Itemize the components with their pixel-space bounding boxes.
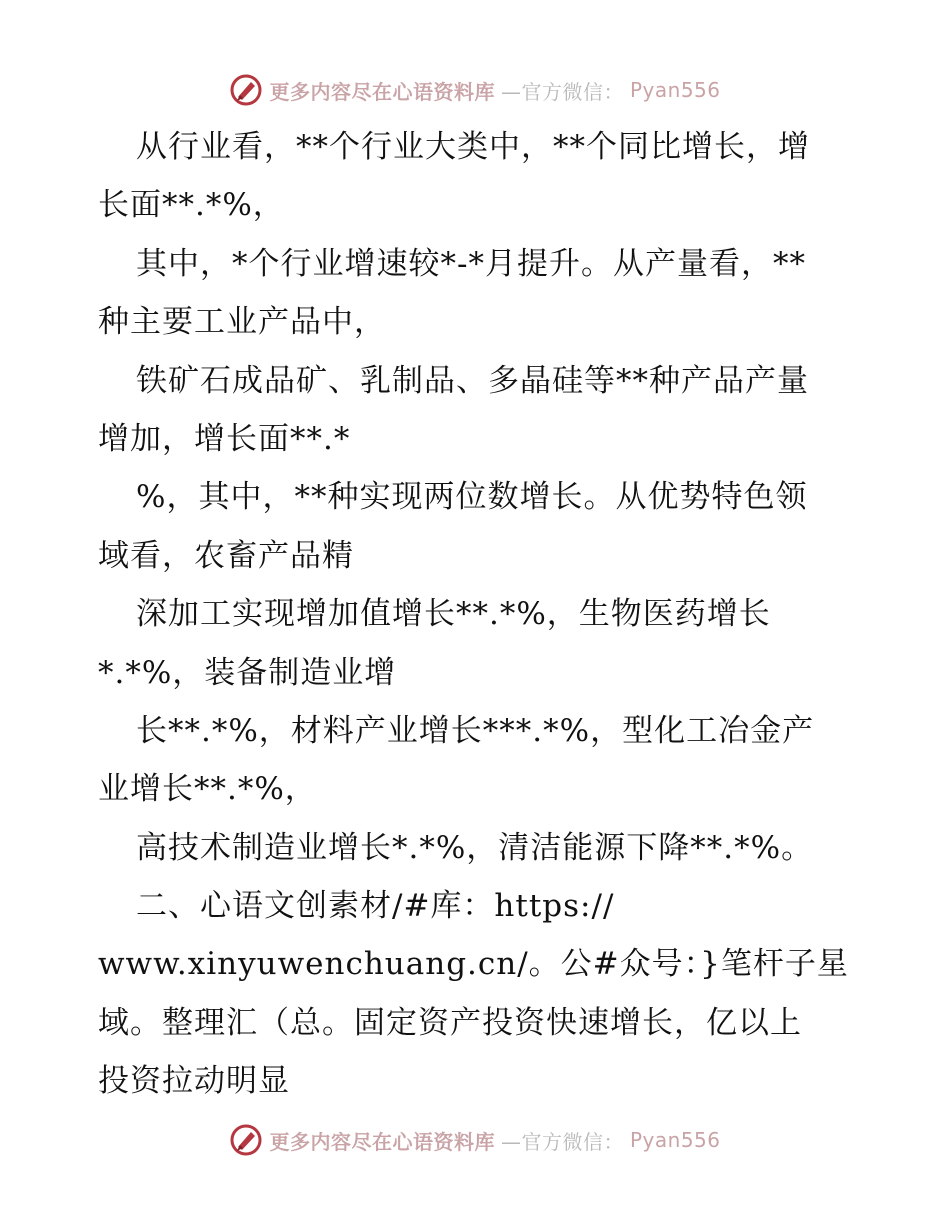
- footer-banner: [0, 1120, 950, 1160]
- paragraph-line: 增加，增长面**.*: [98, 420, 351, 457]
- paragraph-line: 高技术制造业增长*.*%，清洁能源下降**.*%。: [136, 829, 814, 866]
- footer-wechat-id: Pyan556: [629, 1128, 721, 1152]
- document-body: [98, 118, 888, 1111]
- logo-icon: [229, 73, 263, 107]
- paragraph-line: www.xinyuwenchuang.cn/。公#众号：}笔杆子星: [98, 946, 849, 983]
- footer-banner-main-text: 更多内容尽在心语资料库: [269, 1129, 495, 1154]
- header-wechat-id: Pyan556: [629, 78, 721, 102]
- header-banner-sub-text: —官方微信：: [500, 79, 624, 104]
- paragraph-line: *.*%，装备制造业增: [98, 654, 397, 691]
- paragraph-line: 长**.*%，材料产业增长***.*%，型化工冶金产: [136, 712, 815, 749]
- footer-banner-sub-text: —官方微信：: [500, 1129, 624, 1154]
- paragraph-line: 长面**.*%，: [98, 187, 285, 224]
- logo-icon: [229, 1123, 263, 1157]
- paragraph-line: 域。整理汇（总。固定资产投资快速增长，亿以上: [98, 1004, 802, 1041]
- paragraph-line: 深加工实现增加值增长**.*%，生物医药增长: [136, 596, 771, 633]
- paragraph-line: 种主要工业产品中，: [98, 304, 386, 341]
- header-banner: [0, 70, 950, 110]
- paragraph-line: 铁矿石成品矿、乳制品、多晶硅等**种产品产量: [136, 362, 809, 399]
- paragraph-line: %，其中，**种实现两位数增长。从优势特色领: [136, 479, 808, 516]
- paragraph-line: 业增长**.*%，: [98, 771, 317, 808]
- paragraph-line: 投资拉动明显: [98, 1063, 290, 1100]
- paragraph-line: 从行业看，**个行业大类中，**个同比增长，增: [136, 129, 810, 165]
- header-banner-main-text: 更多内容尽在心语资料库: [269, 79, 495, 104]
- paragraph-line: 二、心语文创素材/#库：https://: [136, 888, 615, 925]
- paragraph-line: 其中，*个行业增速较*-*月提升。从产量看，**: [136, 245, 806, 282]
- paragraph-line: 域看，农畜产品精: [98, 537, 354, 574]
